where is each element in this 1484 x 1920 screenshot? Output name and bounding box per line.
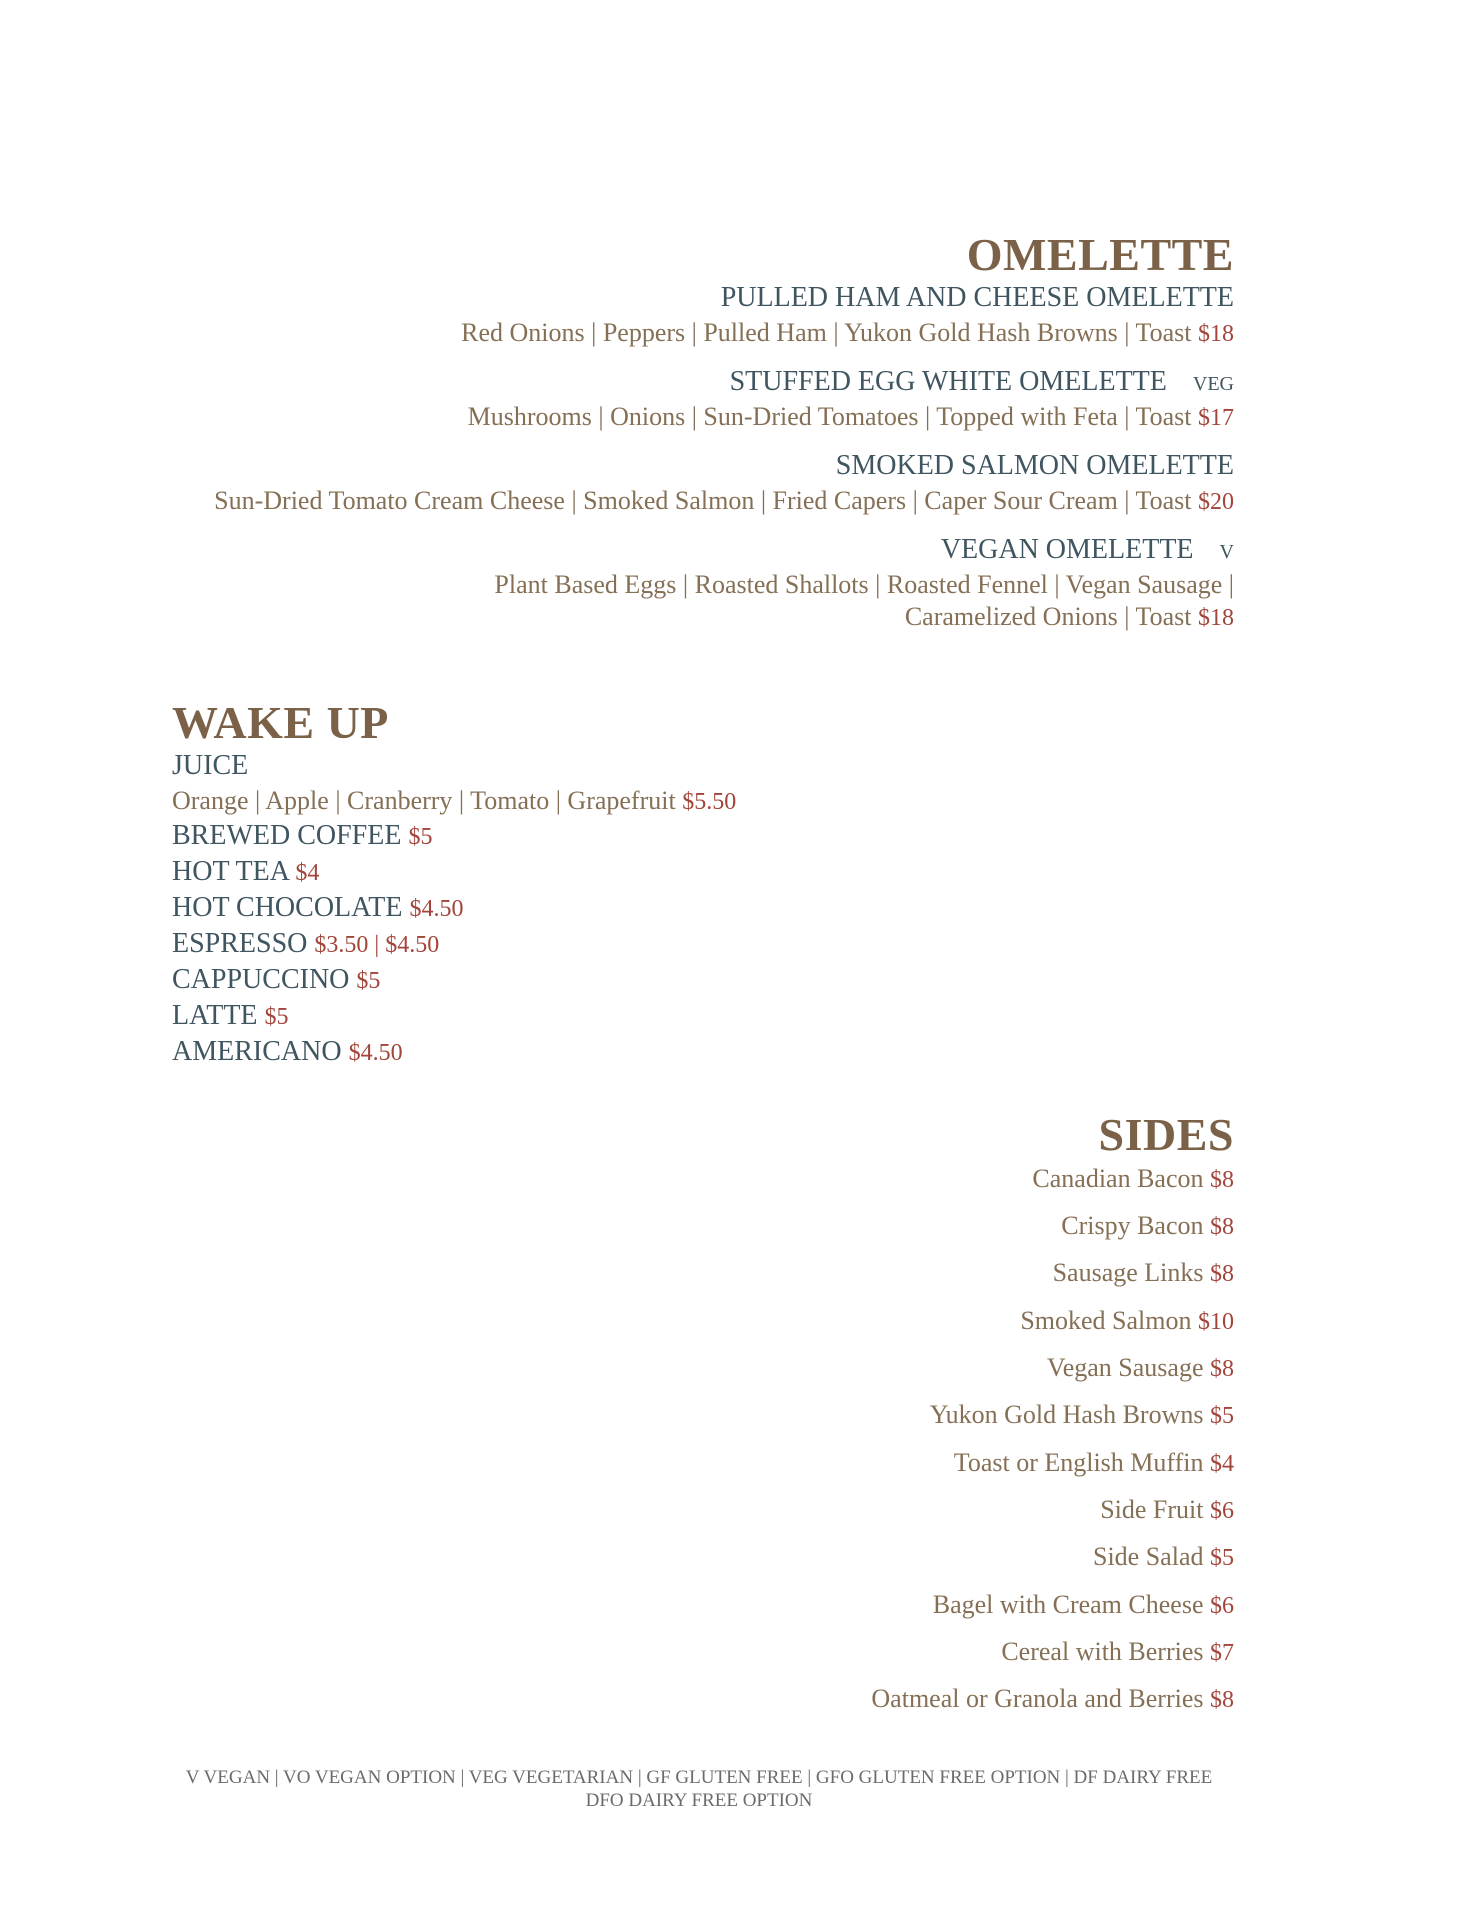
drink-item: [172, 822, 432, 850]
side-name: Cereal with Berries: [1001, 1637, 1204, 1666]
price: $8: [1210, 1167, 1234, 1193]
price: $8: [1210, 1261, 1234, 1287]
drink-item: [172, 966, 380, 994]
side-item: [1093, 1544, 1234, 1570]
omelette-item-title: SMOKED SALMON OMELETTE: [835, 450, 1234, 481]
side-item: [1020, 1308, 1234, 1334]
omelette-item-desc: Plant Based Eggs | Roasted Shallots | Roasted Fennel | Vegan Sausage |: [494, 570, 1234, 599]
price: $4.50: [409, 896, 464, 922]
side-item: [1001, 1639, 1234, 1665]
price: $5: [408, 824, 433, 850]
price: $8: [1210, 1214, 1234, 1240]
drink-item: [172, 1038, 403, 1066]
drink-name: HOT CHOCOLATE: [172, 892, 403, 923]
price: $18: [1198, 605, 1234, 631]
side-name: Crispy Bacon: [1061, 1211, 1204, 1240]
desc-text: Red Onions | Peppers | Pulled Ham | Yukon Gold Hash Browns | Toast: [461, 318, 1192, 347]
price: $5: [1210, 1545, 1234, 1571]
drink-name: BREWED COFFEE: [172, 820, 402, 851]
price: $5: [264, 1004, 289, 1030]
side-item: [1047, 1355, 1234, 1381]
price: $7: [1210, 1640, 1234, 1666]
side-item: [1061, 1213, 1234, 1239]
price: $6: [1210, 1593, 1234, 1619]
legend-line-2: DFO DAIRY FREE OPTION: [585, 1790, 813, 1811]
price: $5: [356, 968, 381, 994]
drink-item: [172, 858, 319, 886]
price: $4.50: [348, 1040, 403, 1066]
omelette-item-title: [941, 536, 1234, 564]
dietary-legend: [0, 1766, 1398, 1812]
side-item: [954, 1450, 1234, 1476]
diet-tag: VEG: [1192, 373, 1234, 395]
price: $10: [1198, 1309, 1234, 1335]
title-text: STUFFED EGG WHITE OMELETTE: [729, 366, 1167, 397]
price: $20: [1198, 489, 1234, 515]
side-name: Sausage Links: [1052, 1258, 1204, 1287]
side-name: Smoked Salmon: [1020, 1306, 1192, 1335]
price: $5.50: [682, 789, 737, 815]
omelette-item-desc: [468, 404, 1234, 430]
omelette-item-desc-line2: [905, 604, 1234, 630]
drink-name: CAPPUCCINO: [172, 964, 350, 995]
price: $18: [1198, 321, 1234, 347]
side-name: Yukon Gold Hash Browns: [929, 1400, 1204, 1429]
price: $8: [1210, 1356, 1234, 1382]
side-item: [1053, 1260, 1234, 1286]
price: $3.50 | $4.50: [314, 932, 440, 958]
omelette-item-desc: [214, 488, 1234, 514]
drink-name: LATTE: [172, 1000, 258, 1031]
desc-text: Caramelized Onions | Toast: [904, 602, 1192, 631]
side-name: Vegan Sausage: [1046, 1353, 1204, 1382]
drink-name: HOT TEA: [172, 856, 289, 887]
drink-name: AMERICANO: [172, 1036, 342, 1067]
juice-desc: [172, 788, 736, 814]
side-item: [930, 1402, 1234, 1428]
price: $5: [1210, 1403, 1234, 1429]
price: $8: [1210, 1687, 1234, 1713]
price: $6: [1210, 1498, 1234, 1524]
drink-name: ESPRESSO: [172, 928, 308, 959]
wake-up-heading: WAKE UP: [172, 697, 389, 748]
side-name: Bagel with Cream Cheese: [932, 1590, 1204, 1619]
side-name: Canadian Bacon: [1032, 1164, 1204, 1193]
drink-item: [172, 894, 463, 922]
side-name: Toast or English Muffin: [953, 1448, 1204, 1477]
price: $4: [1210, 1451, 1234, 1477]
desc-text: Sun-Dried Tomato Cream Cheese | Smoked Salmon | Fried Capers | Caper Sour Cream | Toast: [214, 486, 1192, 515]
side-item: [933, 1592, 1234, 1618]
title-text: VEGAN OMELETTE: [940, 534, 1194, 565]
side-name: Side Salad: [1093, 1542, 1204, 1571]
diet-tag: V: [1219, 541, 1234, 563]
drink-item: [172, 930, 439, 958]
price: $4: [295, 860, 320, 886]
desc-text: Orange | Apple | Cranberry | Tomato | Grapefruit: [172, 786, 676, 815]
side-item: [1032, 1166, 1234, 1192]
omelette-item-title: [730, 368, 1234, 396]
side-item: [1100, 1497, 1234, 1523]
omelette-item-title: PULLED HAM AND CHEESE OMELETTE: [720, 282, 1234, 313]
juice-title: JUICE: [172, 750, 249, 781]
drink-item: [172, 1002, 289, 1030]
omelette-heading: OMELETTE: [966, 229, 1234, 280]
legend-line-1: V VEGAN | VO VEGAN OPTION | VEG VEGETARIAN | GF GLUTEN FREE | GFO GLUTEN FREE OPTION | DF DAIRY FREE: [185, 1767, 1213, 1788]
desc-text: Mushrooms | Onions | Sun-Dried Tomatoes | Topped with Feta | Toast: [467, 402, 1192, 431]
side-name: Side Fruit: [1100, 1495, 1204, 1524]
omelette-item-desc: [461, 320, 1234, 346]
side-item: [871, 1686, 1234, 1712]
sides-heading: SIDES: [1098, 1109, 1234, 1160]
price: $17: [1198, 405, 1234, 431]
side-name: Oatmeal or Granola and Berries: [871, 1684, 1204, 1713]
